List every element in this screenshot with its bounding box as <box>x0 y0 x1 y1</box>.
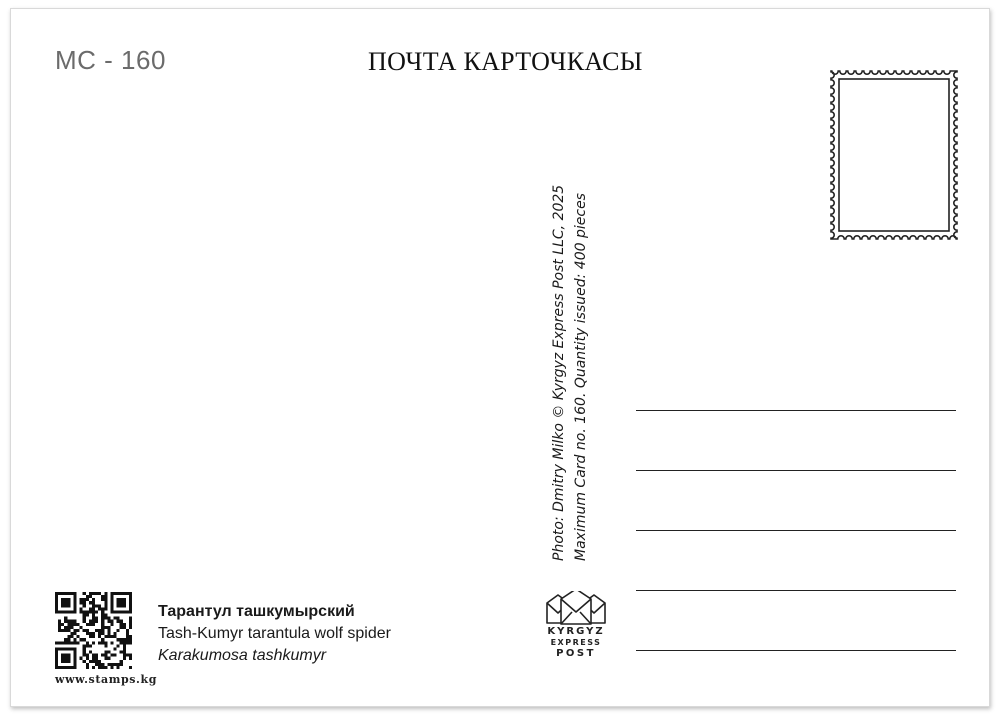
logo-word-kyrgyz: KYRGYZ <box>547 626 605 637</box>
logo-word-express: EXPRESS <box>550 638 602 647</box>
postcard <box>10 8 990 707</box>
kyrgyz-express-post-logo <box>543 591 609 673</box>
website-url: www.stamps.kg <box>55 673 157 686</box>
species-name-latin: Karakumosa tashkumyr <box>158 647 327 664</box>
address-line <box>636 590 956 591</box>
address-line <box>636 530 956 531</box>
card-code: MC - 160 <box>55 45 166 75</box>
address-line <box>636 470 956 471</box>
envelopes-logo-icon <box>544 591 608 625</box>
species-name-russian: Тарантул ташкумырский <box>158 603 355 620</box>
species-name-english: Tash-Kumyr tarantula wolf spider <box>158 625 391 642</box>
photo-credits <box>548 161 608 561</box>
credits-line-2: Maximum Card no. 160. Quantity issued: 400 pieces <box>573 193 589 561</box>
stamp-placeholder-icon <box>829 69 959 241</box>
credits-line-1: Photo: Dmitry Milko © Kyrgyz Express Post LLC, 2025 <box>551 184 567 561</box>
logo-word-post: POST <box>556 648 596 659</box>
address-line <box>636 410 956 411</box>
qr-code-icon <box>55 592 132 669</box>
address-line <box>636 650 956 651</box>
card-title: ПОЧТА КАРТОЧКАСЫ <box>368 47 643 76</box>
species-caption <box>158 601 391 667</box>
